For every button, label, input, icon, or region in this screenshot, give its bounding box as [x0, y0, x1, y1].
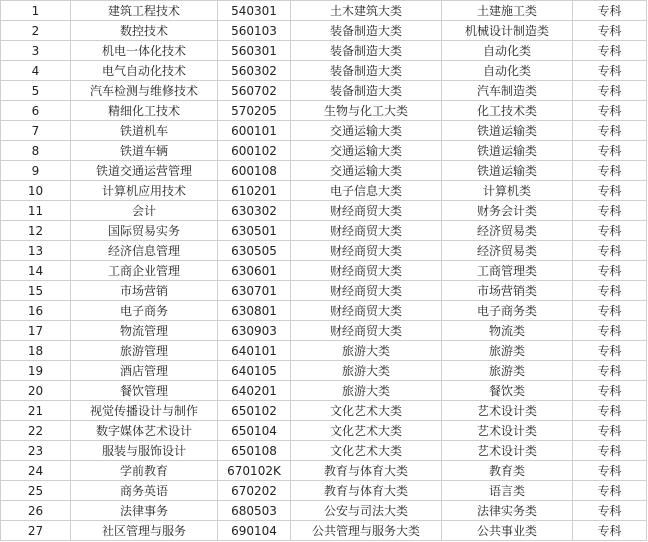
major-name-cell: 视觉传播设计与制作	[71, 401, 218, 421]
major-category-cell: 财经商贸大类	[291, 241, 442, 261]
major-category-cell: 旅游大类	[291, 361, 442, 381]
major-code-cell: 560302	[218, 61, 291, 81]
row-number-cell: 9	[1, 161, 71, 181]
row-number-cell: 5	[1, 81, 71, 101]
major-code-cell: 600102	[218, 141, 291, 161]
major-category-cell: 财经商贸大类	[291, 301, 442, 321]
table-row	[1, 501, 647, 521]
table-row	[1, 421, 647, 441]
major-name-cell: 数控技术	[71, 21, 218, 41]
major-name-cell: 建筑工程技术	[71, 1, 218, 21]
table-row	[1, 241, 647, 261]
major-category-cell: 装备制造大类	[291, 41, 442, 61]
major-subcategory-cell: 经济贸易类	[442, 221, 573, 241]
table-row	[1, 21, 647, 41]
major-subcategory-cell: 艺术设计类	[442, 441, 573, 461]
table-row	[1, 461, 647, 481]
row-number-cell: 23	[1, 441, 71, 461]
major-subcategory-cell: 土建施工类	[442, 1, 573, 21]
table-row	[1, 341, 647, 361]
education-level-cell: 专科	[573, 441, 647, 461]
major-category-cell: 生物与化工大类	[291, 101, 442, 121]
major-subcategory-cell: 经济贸易类	[442, 241, 573, 261]
education-level-cell: 专科	[573, 401, 647, 421]
table-row	[1, 161, 647, 181]
major-name-cell: 铁道机车	[71, 121, 218, 141]
major-subcategory-cell: 艺术设计类	[442, 421, 573, 441]
row-number-cell: 20	[1, 381, 71, 401]
majors-table-body	[1, 1, 647, 541]
major-category-cell: 教育与体育大类	[291, 461, 442, 481]
education-level-cell: 专科	[573, 1, 647, 21]
major-name-cell: 电气自动化技术	[71, 61, 218, 81]
table-row	[1, 201, 647, 221]
major-category-cell: 旅游大类	[291, 381, 442, 401]
major-category-cell: 交通运输大类	[291, 121, 442, 141]
education-level-cell: 专科	[573, 421, 647, 441]
table-row	[1, 441, 647, 461]
row-number-cell: 21	[1, 401, 71, 421]
major-category-cell: 公共管理与服务大类	[291, 521, 442, 541]
major-subcategory-cell: 机械设计制造类	[442, 21, 573, 41]
major-category-cell: 交通运输大类	[291, 161, 442, 181]
major-subcategory-cell: 电子商务类	[442, 301, 573, 321]
major-name-cell: 酒店管理	[71, 361, 218, 381]
major-name-cell: 学前教育	[71, 461, 218, 481]
row-number-cell: 18	[1, 341, 71, 361]
major-subcategory-cell: 法律实务类	[442, 501, 573, 521]
major-category-cell: 财经商贸大类	[291, 321, 442, 341]
major-subcategory-cell: 旅游类	[442, 341, 573, 361]
major-category-cell: 财经商贸大类	[291, 201, 442, 221]
education-level-cell: 专科	[573, 181, 647, 201]
education-level-cell: 专科	[573, 381, 647, 401]
major-name-cell: 法律事务	[71, 501, 218, 521]
major-name-cell: 商务英语	[71, 481, 218, 501]
major-code-cell: 600101	[218, 121, 291, 141]
table-row	[1, 381, 647, 401]
major-name-cell: 会计	[71, 201, 218, 221]
education-level-cell: 专科	[573, 21, 647, 41]
row-number-cell: 26	[1, 501, 71, 521]
major-category-cell: 旅游大类	[291, 341, 442, 361]
major-category-cell: 财经商贸大类	[291, 221, 442, 241]
major-category-cell: 财经商贸大类	[291, 281, 442, 301]
education-level-cell: 专科	[573, 521, 647, 541]
major-subcategory-cell: 铁道运输类	[442, 141, 573, 161]
major-subcategory-cell: 自动化类	[442, 41, 573, 61]
major-category-cell: 教育与体育大类	[291, 481, 442, 501]
table-row	[1, 101, 647, 121]
table-row	[1, 261, 647, 281]
major-subcategory-cell: 旅游类	[442, 361, 573, 381]
education-level-cell: 专科	[573, 61, 647, 81]
education-level-cell: 专科	[573, 361, 647, 381]
education-level-cell: 专科	[573, 501, 647, 521]
row-number-cell: 6	[1, 101, 71, 121]
row-number-cell: 27	[1, 521, 71, 541]
major-subcategory-cell: 教育类	[442, 461, 573, 481]
major-code-cell: 630801	[218, 301, 291, 321]
education-level-cell: 专科	[573, 201, 647, 221]
major-name-cell: 国际贸易实务	[71, 221, 218, 241]
row-number-cell: 8	[1, 141, 71, 161]
major-name-cell: 服装与服饰设计	[71, 441, 218, 461]
row-number-cell: 25	[1, 481, 71, 501]
row-number-cell: 15	[1, 281, 71, 301]
major-name-cell: 物流管理	[71, 321, 218, 341]
major-code-cell: 570205	[218, 101, 291, 121]
education-level-cell: 专科	[573, 341, 647, 361]
major-code-cell: 640101	[218, 341, 291, 361]
major-category-cell: 文化艺术大类	[291, 421, 442, 441]
major-name-cell: 计算机应用技术	[71, 181, 218, 201]
education-level-cell: 专科	[573, 261, 647, 281]
row-number-cell: 24	[1, 461, 71, 481]
major-code-cell: 640105	[218, 361, 291, 381]
major-name-cell: 铁道交通运营管理	[71, 161, 218, 181]
major-code-cell: 630601	[218, 261, 291, 281]
row-number-cell: 13	[1, 241, 71, 261]
education-level-cell: 专科	[573, 481, 647, 501]
major-code-cell: 600108	[218, 161, 291, 181]
major-code-cell: 560301	[218, 41, 291, 61]
row-number-cell: 10	[1, 181, 71, 201]
table-row	[1, 281, 647, 301]
major-name-cell: 机电一体化技术	[71, 41, 218, 61]
major-code-cell: 610201	[218, 181, 291, 201]
major-category-cell: 公安与司法大类	[291, 501, 442, 521]
major-name-cell: 精细化工技术	[71, 101, 218, 121]
education-level-cell: 专科	[573, 321, 647, 341]
major-category-cell: 装备制造大类	[291, 61, 442, 81]
major-subcategory-cell: 财务会计类	[442, 201, 573, 221]
row-number-cell: 3	[1, 41, 71, 61]
major-category-cell: 电子信息大类	[291, 181, 442, 201]
education-level-cell: 专科	[573, 41, 647, 61]
education-level-cell: 专科	[573, 81, 647, 101]
major-code-cell: 680503	[218, 501, 291, 521]
major-name-cell: 汽车检测与维修技术	[71, 81, 218, 101]
major-code-cell: 560103	[218, 21, 291, 41]
major-code-cell: 650102	[218, 401, 291, 421]
major-code-cell: 630501	[218, 221, 291, 241]
major-name-cell: 社区管理与服务	[71, 521, 218, 541]
major-name-cell: 市场营销	[71, 281, 218, 301]
major-category-cell: 装备制造大类	[291, 81, 442, 101]
row-number-cell: 19	[1, 361, 71, 381]
table-row	[1, 481, 647, 501]
row-number-cell: 4	[1, 61, 71, 81]
table-row	[1, 1, 647, 21]
table-row	[1, 41, 647, 61]
major-name-cell: 旅游管理	[71, 341, 218, 361]
row-number-cell: 14	[1, 261, 71, 281]
table-row	[1, 361, 647, 381]
table-row	[1, 221, 647, 241]
major-code-cell: 670202	[218, 481, 291, 501]
major-code-cell: 540301	[218, 1, 291, 21]
table-row	[1, 181, 647, 201]
major-category-cell: 财经商贸大类	[291, 261, 442, 281]
major-name-cell: 铁道车辆	[71, 141, 218, 161]
row-number-cell: 12	[1, 221, 71, 241]
major-subcategory-cell: 汽车制造类	[442, 81, 573, 101]
row-number-cell: 1	[1, 1, 71, 21]
row-number-cell: 22	[1, 421, 71, 441]
major-code-cell: 630505	[218, 241, 291, 261]
major-code-cell: 650108	[218, 441, 291, 461]
major-subcategory-cell: 铁道运输类	[442, 161, 573, 181]
major-category-cell: 文化艺术大类	[291, 441, 442, 461]
major-category-cell: 装备制造大类	[291, 21, 442, 41]
major-subcategory-cell: 公共事业类	[442, 521, 573, 541]
major-category-cell: 交通运输大类	[291, 141, 442, 161]
major-subcategory-cell: 语言类	[442, 481, 573, 501]
major-subcategory-cell: 市场营销类	[442, 281, 573, 301]
education-level-cell: 专科	[573, 161, 647, 181]
major-name-cell: 电子商务	[71, 301, 218, 321]
major-name-cell: 餐饮管理	[71, 381, 218, 401]
major-code-cell: 640201	[218, 381, 291, 401]
row-number-cell: 2	[1, 21, 71, 41]
major-code-cell: 690104	[218, 521, 291, 541]
education-level-cell: 专科	[573, 461, 647, 481]
major-name-cell: 经济信息管理	[71, 241, 218, 261]
major-subcategory-cell: 化工技术类	[442, 101, 573, 121]
education-level-cell: 专科	[573, 281, 647, 301]
education-level-cell: 专科	[573, 141, 647, 161]
major-subcategory-cell: 自动化类	[442, 61, 573, 81]
table-row	[1, 301, 647, 321]
major-subcategory-cell: 铁道运输类	[442, 121, 573, 141]
education-level-cell: 专科	[573, 301, 647, 321]
major-code-cell: 630903	[218, 321, 291, 341]
major-code-cell: 670102K	[218, 461, 291, 481]
major-code-cell: 650104	[218, 421, 291, 441]
major-subcategory-cell: 计算机类	[442, 181, 573, 201]
row-number-cell: 16	[1, 301, 71, 321]
major-subcategory-cell: 餐饮类	[442, 381, 573, 401]
education-level-cell: 专科	[573, 241, 647, 261]
table-row	[1, 61, 647, 81]
table-row	[1, 321, 647, 341]
table-row	[1, 401, 647, 421]
major-code-cell: 630701	[218, 281, 291, 301]
major-subcategory-cell: 工商管理类	[442, 261, 573, 281]
major-name-cell: 数字媒体艺术设计	[71, 421, 218, 441]
major-code-cell: 630302	[218, 201, 291, 221]
education-level-cell: 专科	[573, 221, 647, 241]
major-category-cell: 土木建筑大类	[291, 1, 442, 21]
table-row	[1, 81, 647, 101]
major-category-cell: 文化艺术大类	[291, 401, 442, 421]
row-number-cell: 11	[1, 201, 71, 221]
major-name-cell: 工商企业管理	[71, 261, 218, 281]
major-code-cell: 560702	[218, 81, 291, 101]
education-level-cell: 专科	[573, 121, 647, 141]
major-subcategory-cell: 艺术设计类	[442, 401, 573, 421]
education-level-cell: 专科	[573, 101, 647, 121]
table-row	[1, 521, 647, 541]
row-number-cell: 17	[1, 321, 71, 341]
table-row	[1, 141, 647, 161]
row-number-cell: 7	[1, 121, 71, 141]
table-row	[1, 121, 647, 141]
major-subcategory-cell: 物流类	[442, 321, 573, 341]
